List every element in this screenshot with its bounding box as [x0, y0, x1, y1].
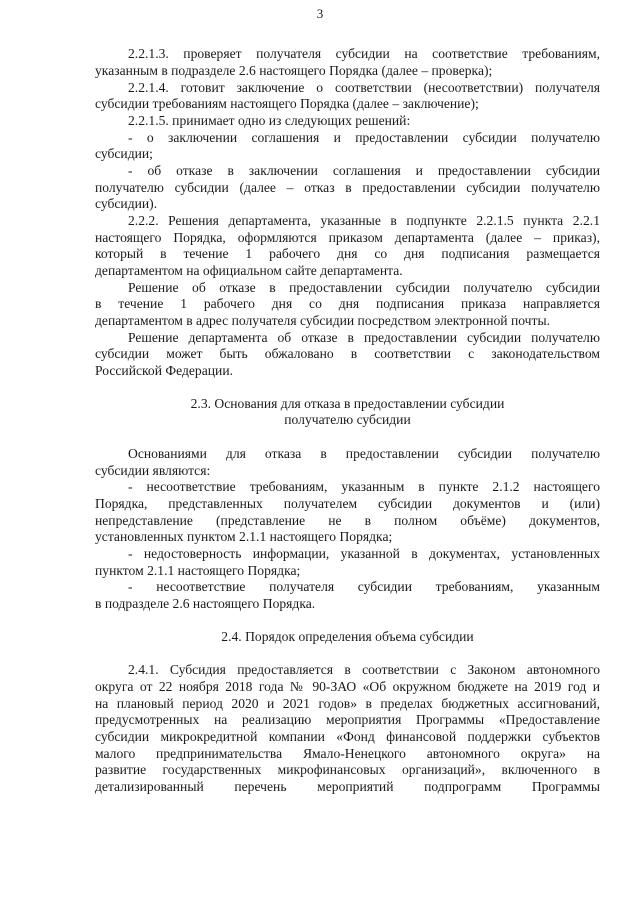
text-line: на плановый период 2020 и 2021 годов» в пределах бюджетных ассигнований,: [95, 696, 600, 711]
section-heading: получателю субсидии: [284, 412, 411, 427]
text-line: Решение об отказе в предоставлении субсидии получателю субсидии: [128, 280, 600, 295]
text-line: округа от 22 ноября 2018 года № 90-ЗАО «Об окружном бюджете на 2019 год и: [95, 679, 600, 694]
text-line: - об отказе в заключении соглашения и предоставлении субсидии: [128, 163, 600, 178]
section-heading: 2.4. Порядок определения объема субсидии: [221, 629, 474, 644]
text-line: 2.2.1.3. проверяет получателя субсидии на соответствие требованиям,: [128, 46, 600, 61]
text-line: субсидии).: [95, 196, 158, 211]
text-line: установленных пунктом 2.1.1 настоящего Порядка;: [95, 529, 393, 544]
text-line: 2.4.1. Субсидия предоставляется в соответствии с Законом автономного: [128, 662, 600, 677]
text-line: - о заключении соглашения и предоставлении субсидии получателю: [128, 130, 600, 145]
text-line: Российской Федерации.: [95, 363, 233, 378]
text-line: 2.2.1.5. принимает одно из следующих решений:: [128, 113, 411, 128]
text-line: непредставление (представление не в полном объёме) документов,: [95, 513, 600, 528]
text-line: департаментом на официальном сайте департамента.: [95, 263, 403, 278]
text-line: субсидии являются:: [95, 463, 211, 478]
text-line: детализированный перечень мероприятий подпрограмм Программы: [95, 779, 600, 794]
text-line: развитие государственных микрофинансовых организаций», включенного в: [95, 762, 600, 777]
text-line: - несоответствие получателя субсидии требованиям, указанным: [128, 579, 600, 594]
text-line: пунктом 2.1.1 настоящего Порядка;: [95, 563, 301, 578]
page-number: 3: [316, 6, 324, 21]
text-line: предусмотренных на реализацию мероприятия Программы «Предоставление: [95, 712, 600, 727]
text-line: - несоответствие требованиям, указанным в пункте 2.1.2 настоящего: [128, 479, 600, 494]
text-line: Решение департамента об отказе в предоставлении субсидии получателю: [128, 330, 600, 345]
text-line: департаментом в адрес получателя субсидии посредством электронной почты.: [95, 313, 550, 328]
text-line: который в течение 1 рабочего дня со дня подписания размещается: [95, 246, 600, 261]
text-line: субсидии;: [95, 146, 153, 161]
text-line: указанным в подразделе 2.6 настоящего Порядка (далее – проверка);: [95, 63, 493, 78]
text-line: Порядка, представленных получателем субсидии документов и (или): [95, 496, 600, 511]
text-line: субсидии может быть обжаловано в соответствии с законодательством: [95, 346, 600, 361]
text-line: 2.2.1.4. готовит заключение о соответствии (несоответствии) получателя: [128, 80, 600, 95]
text-line: настоящего Порядка, оформляются приказом департамента (далее – приказ),: [95, 230, 600, 245]
text-line: в подразделе 2.6 настоящего Порядка.: [95, 596, 316, 611]
text-line: - недостоверность информации, указанной в документах, установленных: [128, 546, 600, 561]
section-heading: 2.3. Основания для отказа в предоставлении субсидии: [190, 396, 505, 411]
text-line: получателю субсидии (далее – отказ в предоставлении субсидии получателю: [95, 180, 600, 195]
text-line: субсидии требованиям настоящего Порядка (далее – заключение);: [95, 96, 479, 111]
text-line: субсидии микрокредитной компании «Фонд финансовой поддержки субъектов: [95, 729, 600, 744]
text-line: Основаниями для отказа в предоставлении субсидии получателю: [128, 446, 600, 461]
text-line: малого предпринимательства Ямало-Ненецкого автономного округа» на: [95, 746, 600, 761]
text-line: 2.2.2. Решения департамента, указанные в подпункте 2.2.1.5 пункта 2.2.1: [128, 213, 600, 228]
text-line: в течение 1 рабочего дня со дня подписания приказа направляется: [95, 296, 600, 311]
